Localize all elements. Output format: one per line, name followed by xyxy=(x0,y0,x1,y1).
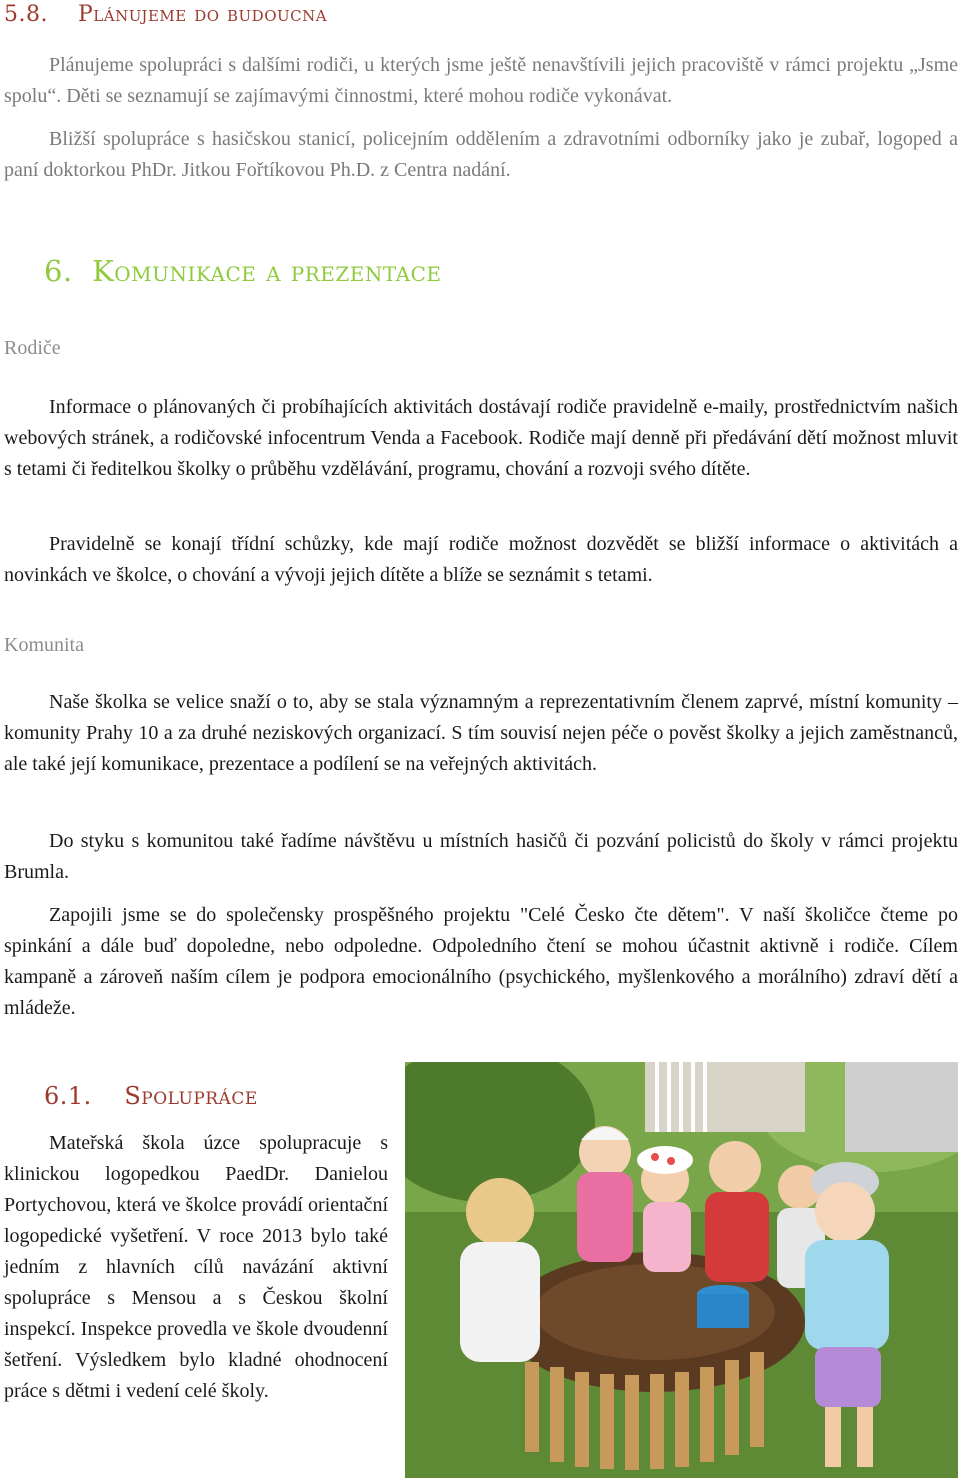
community-paragraph-2: Do styku s komunitou také řadíme návštěvu u místních hasičů či pozvání policistů do školy v rámci projektu Brumla. xyxy=(4,830,958,883)
parents-paragraph-1: Informace o plánovaných či probíhajících aktivitách dostávají rodiče pravidelně e-maily, prostřednictvím našich webových stránek, a rodičovské infocentrum Venda a Facebook. Rodiče mají denně při předávání dětí možnost mluvit s tetami či ředitelkou školky o průběhu vzdělávání, programu, chování a rozvoji svého dítěte. xyxy=(4,396,958,480)
section-58-title: Plánujeme do budoucna xyxy=(77,2,328,27)
section-6-number: 6. xyxy=(44,254,73,288)
section-61-paragraph: Mateřská škola úzce spolupracuje s klinickou logopedkou PaedDr. Danielou Portychovou, která ve školce provádí orientační logopedické vyšetření. V roce 2013 bylo také jedním z hlavních cílů navázání aktivní spolupráce s Mensou a s Českou školní inspekcí. Inspekce provedla ve škole dvoudenní šetření. Výsledkem bylo kladné ohodnocení práce s dětmi i vedení celé školy. xyxy=(4,1132,388,1402)
section-6-heading xyxy=(44,254,441,288)
section-58-number: 5.8. xyxy=(4,2,48,27)
section-61-heading xyxy=(44,1082,258,1110)
community-paragraph-3: Zapojili jsme se do společensky prospěšného projektu "Celé Česko čte dětem". V naší školičce čteme po spinkání a dále buď dopoledne, nebo odpoledne. Odpoledního čtení se mohou účastnit aktivně i rodiče. Cílem kampaně a zároveň naším cílem je podpora emocionálního (psychického, myšlenkového a morálního) zdraví dětí a mládeže. xyxy=(4,904,958,1019)
subsection-parents-title: Rodiče xyxy=(4,337,61,359)
section-6-title: Komunikace a prezentace xyxy=(92,254,442,288)
parents-paragraph-2: Pravidelně se konají třídní schůzky, kde mají rodiče možnost dozvědět se bližší informace o aktivitách a novinkách ve školce, o chování a vývoji jejich dítěte a blíže se seznámit s tetami. xyxy=(4,533,958,586)
section-58-heading xyxy=(4,2,327,27)
subsection-community-title: Komunita xyxy=(4,634,84,656)
community-paragraph-1: Naše školka se velice snaží o to, aby se stala významným a reprezentativním členem zaprvé, místní komunity – komunity Prahy 10 a za druhé neziskových organizací. S tím souvisí nejen péče o pověst školky a jejich zaměstnanců, ale také její komunikace, prezentace a podílení se na veřejných aktivitách. xyxy=(4,691,958,775)
children-garden-photo xyxy=(405,1062,958,1478)
section-58-paragraph-2: Bližší spolupráce s hasičskou stanicí, policejním oddělením a zdravotními odborníky jako je zubař, logoped a paní doktorkou PhDr. Jitkou Fořtíkovou Ph.D. z Centra nadání. xyxy=(4,128,958,181)
section-61-number: 6.1. xyxy=(44,1082,92,1110)
section-58-paragraph-1: Plánujeme spolupráci s dalšími rodiči, u kterých jsme ještě nenavštívili jejich pracoviště v rámci projektu „Jsme spolu“. Děti se seznamují se zajímavými činnostmi, které mohou rodiče vykonávat. xyxy=(4,54,958,107)
section-61-title: Spolupráce xyxy=(124,1082,258,1110)
